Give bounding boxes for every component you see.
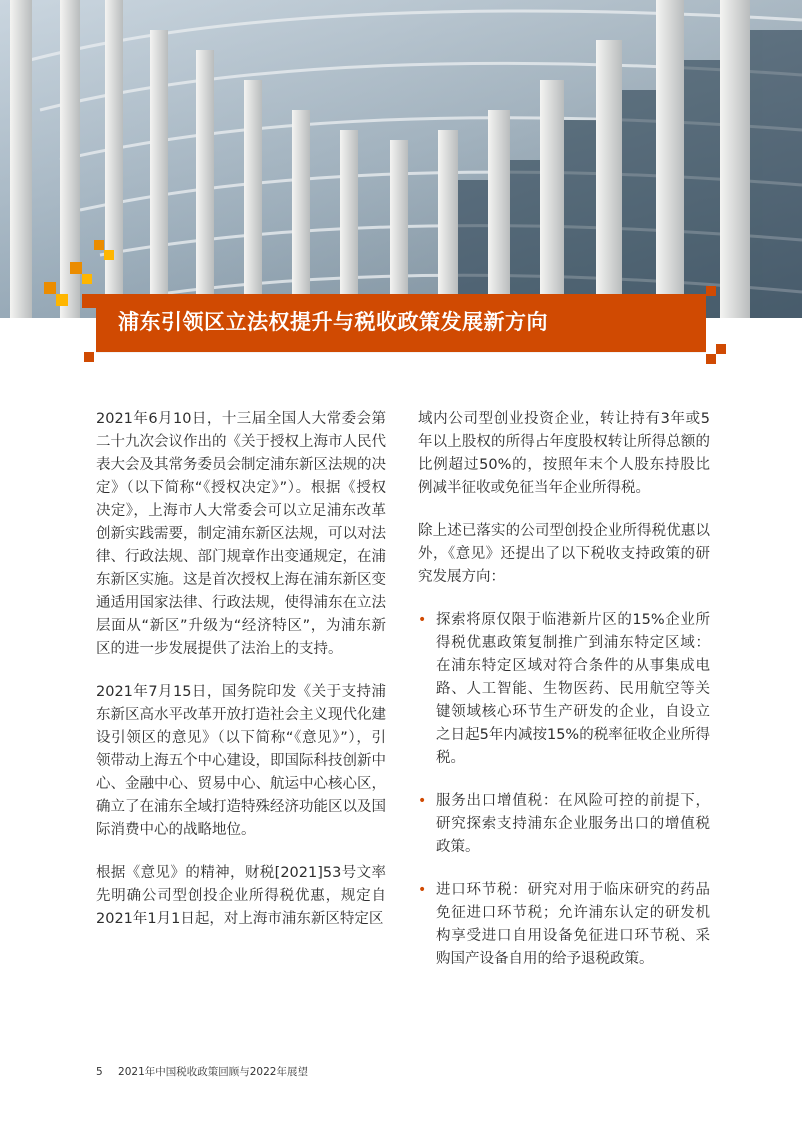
- list-item-text: 进口环节税：研究对用于临床研究的药品免征进口环节税；允许浦东认定的研发机构享受进口自用设备免征进口环节税、采购国产设备自用的给予退税政策。: [436, 882, 710, 967]
- body-paragraph: 2021年6月10日，十三届全国人大常委会第二十九次会议作出的《关于授权上海市人民代表大会及其常务委员会制定浦东新区法规的决定》（以下简称“《授权决定》”）。根据《授权决定》，上海市人大常委会可以立足浦东改革创新实践需要，制定浦东新区法规，可以对法律、行政法规、部门规章作出变通规定，在浦东新区实施。这是首次授权上海在浦东新区变通适用国家法律、行政法规，使得浦东在立法层面从“新区”升级为“经济特区”，为浦东新区的进一步发展提供了法治上的支持。: [96, 411, 386, 657]
- policy-bullet-list: [418, 609, 710, 971]
- bullet-dot-icon: •: [418, 793, 427, 809]
- decor-square-yellow: [82, 274, 92, 284]
- list-item: [418, 790, 710, 859]
- bullet-dot-icon: •: [418, 612, 427, 628]
- list-item: [418, 609, 710, 770]
- decor-square-orange: [70, 262, 82, 274]
- decor-square-dark: [716, 344, 726, 354]
- bullet-dot-icon: •: [418, 882, 427, 898]
- body-paragraph: 2021年7月15日，国务院印发《关于支持浦东新区高水平改革开放打造社会主义现代化建设引领区的意见》（以下简称“《意见》”），引领带动上海五个中心建设，即国际科技创新中心、金融中心、贸易中心、航运中心核心区，确立了在浦东全域打造特殊经济功能区以及国际消费中心的战略地位。: [96, 684, 386, 838]
- list-item-text: 服务出口增值税：在风险可控的前提下，研究探索支持浦东企业服务出口的增值税政策。: [436, 793, 710, 855]
- page-footer: [96, 1064, 308, 1079]
- hero-building-image: [0, 0, 802, 318]
- left-column: [96, 408, 386, 951]
- body-paragraph: 域内公司型创业投资企业，转让持有3年或5年以上股权的所得占年度股权转让所得总额的比例超过50%的，按照年末个人股东持股比例减半征收或免征当年企业所得税。: [418, 411, 710, 496]
- page-title: 浦东引领区立法权提升与税收政策发展新方向: [118, 310, 548, 334]
- decor-square-orange: [44, 282, 56, 294]
- decor-square-dark: [706, 354, 716, 364]
- decor-square-orange: [94, 240, 104, 250]
- right-column: [418, 408, 710, 991]
- decor-square-dark: [84, 352, 94, 362]
- decor-square-dark: [706, 286, 716, 296]
- decor-square-yellow: [104, 250, 114, 260]
- decor-square-yellow: [56, 294, 68, 306]
- list-item-text: 探索将原仅限于临港新片区的15%企业所得税优惠政策复制推广到浦东特定区域：在浦东特定区域对符合条件的从事集成电路、人工智能、生物医药、民用航空等关键领域核心环节生产研发的企业，自设立之日起5年内减按15%的税率征收企业所得税。: [436, 612, 710, 766]
- publication-title: 2021年中国税收政策回顾与2022年展望: [118, 1066, 308, 1078]
- body-paragraph: 根据《意见》的精神，财税[2021]53号文率先明确公司型创投企业所得税优惠，规定自2021年1月1日起，对上海市浦东新区特定区: [96, 865, 386, 927]
- decor-square-dark: [82, 294, 96, 308]
- list-item: [418, 879, 710, 971]
- building-facade-graphic: [0, 0, 802, 318]
- page-number: 5: [96, 1066, 103, 1078]
- body-paragraph: 除上述已落实的公司型创投企业所得税优惠以外，《意见》还提出了以下税收支持政策的研究发展方向：: [418, 523, 710, 585]
